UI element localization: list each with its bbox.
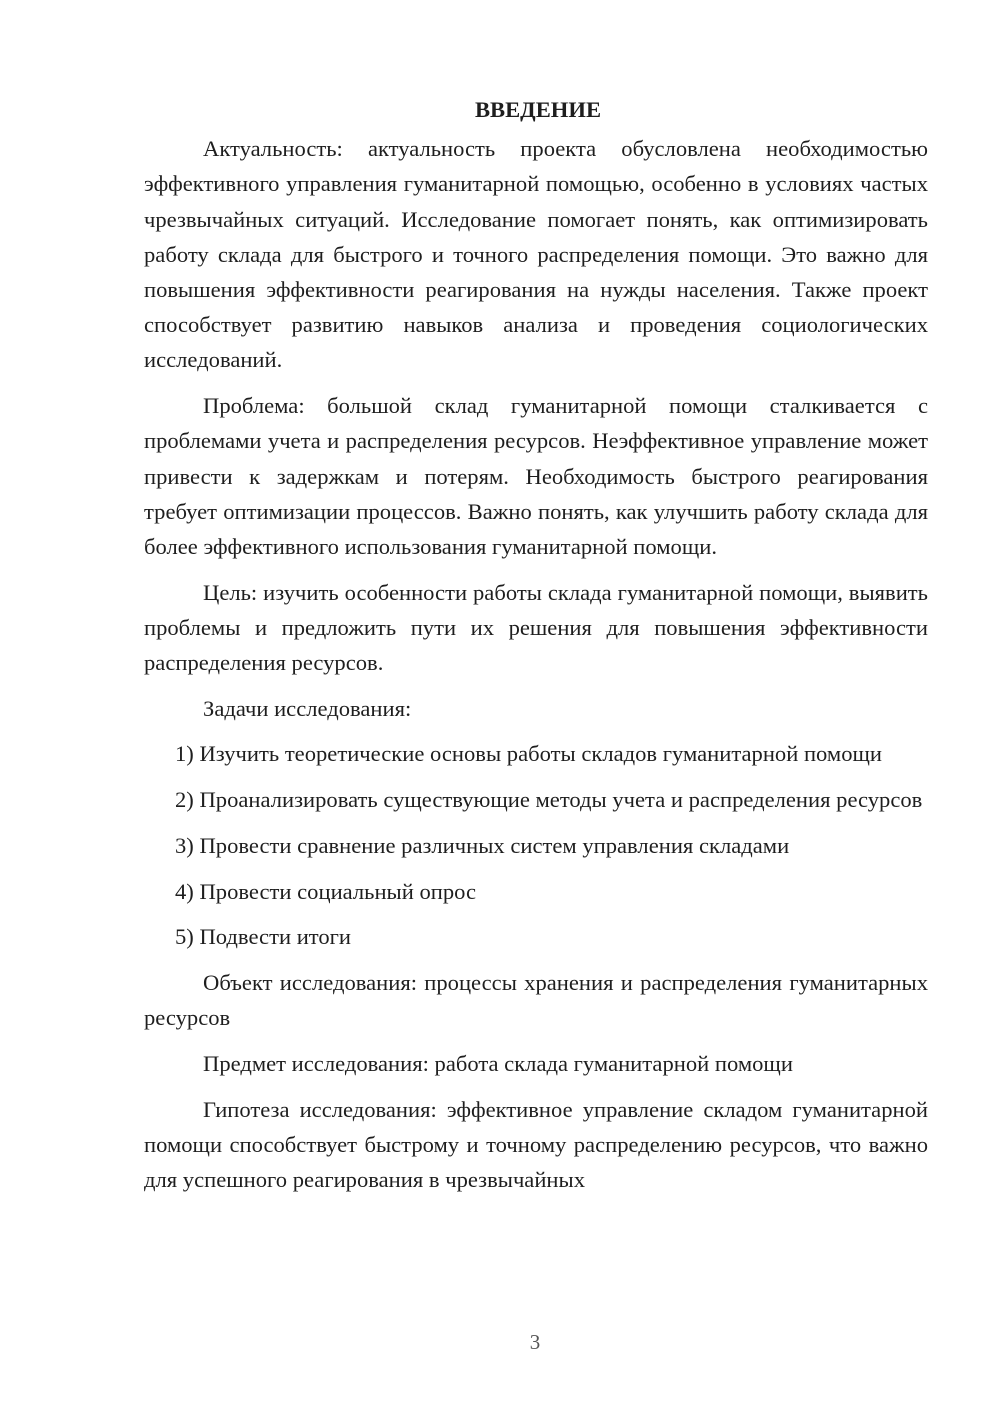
problem-paragraph: Проблема: большой склад гуманитарной помощи сталкивается с проблемами учета и распределения ресурсов. Неэффективное управление может привести к задержкам и потерям. Необходимость быстрого реагирования требует оптимизации процессов. Важно понять, как улучшить работу склада для более эффективного использования гуманитарной помощи. — [144, 393, 928, 559]
goal-paragraph: Цель: изучить особенности работы склада гуманитарной помощи, выявить проблемы и предложить пути их решения для повышения эффективности распределения ресурсов. — [144, 579, 928, 676]
task-item-1: 1) Изучить теоретические основы работы складов гуманитарной помощи — [175, 741, 883, 767]
relevance-paragraph: Актуальность: актуальность проекта обусловлена необходимостью эффективного управления гуманитарной помощью, особенно в условиях частых чрезвычайных ситуаций. Исследование помогает понять, как оптимизировать работу склада для быстрого и точного распределения помощи. Это важно для повышения эффективности реагирования на нужды населения. Также проект способствует развитию навыков анализа и проведения социологических исследований. — [144, 136, 928, 373]
subject-paragraph: Предмет исследования: работа склада гуманитарной помощи — [203, 1050, 793, 1076]
object-paragraph: Объект исследования: процессы хранения и распределения гуманитарных ресурсов — [144, 969, 928, 1031]
page-title: ВВЕДЕНИЕ — [474, 97, 602, 122]
task-item-5: 5) Подвести итоги — [175, 924, 352, 950]
tasks-heading: Задачи исследования: — [203, 695, 412, 721]
page-number: 3 — [529, 1330, 541, 1354]
page-body — [144, 92, 928, 1197]
task-item-2: 2) Проанализировать существующие методы учета и распределения ресурсов — [175, 787, 923, 813]
task-item-4: 4) Провести социальный опрос — [175, 878, 477, 904]
hypothesis-paragraph: Гипотеза исследования: эффективное управление складом гуманитарной помощи способствует быстрому и точному распределению ресурсов, что важно для успешного реагирования в чрезвычайных — [144, 1096, 928, 1192]
task-item-3: 3) Провести сравнение различных систем управления складами — [175, 832, 790, 858]
task-list — [144, 736, 928, 954]
